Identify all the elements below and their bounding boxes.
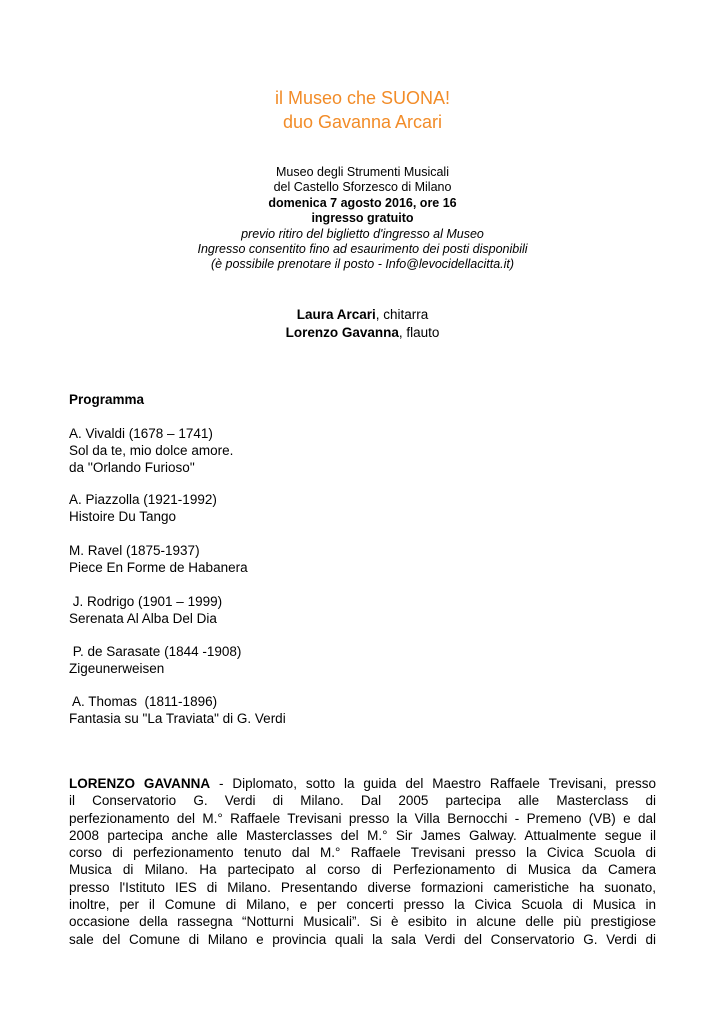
performer-name: Lorenzo Gavanna (285, 324, 399, 340)
booking-note: (è possibile prenotare il posto - Info@levocidellacitta.it) (210, 257, 515, 272)
program-heading: Programma (69, 392, 145, 407)
bio-line: Musica di Milano. Ha partecipato al corso di Perfezionamento di Musica da Camera (69, 862, 656, 878)
performer-instrument: , chitarra (375, 307, 429, 322)
bio-line: il Conservatorio G. Verdi di Milano. Dal 2005 partecipa alle Masterclass di (69, 793, 656, 809)
bio-name: LORENZO GAVANNA (69, 776, 211, 791)
performer (0, 324, 725, 342)
piece-title: Serenata Al Alba Del Dia (69, 611, 217, 626)
event-details (0, 165, 725, 273)
event-title: il Museo che SUONA! (274, 88, 451, 108)
bio-line: sale del Comune di Milano e provincia quali la sala Verdi del Conservatorio G. Verdi di (69, 931, 656, 947)
bio-line: 2008 partecipa anche alle Masterclasses del M.° Sir James Galway. Attualmente segue il (69, 827, 656, 843)
program-piece (69, 693, 659, 727)
bio-text: - Diplomato, sotto la guida del Maestro Raffaele Trevisani, presso (210, 776, 656, 791)
bio-line (69, 775, 656, 792)
admission-info: ingresso gratuito (311, 211, 414, 226)
composer: P. de Sarasate (1844 -1908) (69, 644, 242, 659)
program-piece (69, 542, 659, 576)
event-date: domenica 7 agosto 2016, ore 16 (268, 195, 457, 210)
bio-line: corso di perfezionamento tenuto dal M.° Raffaele Trevisani presso la Civica Scuola di (69, 845, 656, 861)
program-piece (69, 593, 659, 627)
bio-line: presso l'Istituto IES di Milano. Presentando diverse formazioni cameristiche ha suonato, (69, 879, 656, 895)
composer: A. Vivaldi (1678 – 1741) (69, 426, 213, 441)
program-piece (69, 643, 659, 677)
composer: A. Piazzolla (1921-1992) (69, 492, 217, 507)
biography (69, 775, 656, 948)
event-subtitle: duo Gavanna Arcari (282, 112, 443, 132)
venue-line: del Castello Sforzesco di Milano (273, 180, 452, 195)
capacity-note: Ingresso consentito fino ad esaurimento dei posti disponibili (197, 242, 528, 257)
piece-title: Piece En Forme de Habanera (69, 560, 248, 575)
ticket-note: previo ritiro del biglietto d'ingresso al Museo (241, 226, 484, 241)
performers-list (0, 306, 725, 341)
bio-line: inoltre, per il Comune di Milano, e per concerti presso la Civica Scuola di Musica in (69, 897, 656, 913)
piece-source: da ''Orlando Furioso'' (69, 460, 195, 475)
piece-title: Sol da te, mio dolce amore. (69, 443, 234, 458)
venue-line: Museo degli Strumenti Musicali (276, 165, 449, 179)
piece-title: Zigeunerweisen (69, 661, 165, 676)
performer-name: Laura Arcari (296, 307, 376, 322)
program-piece (69, 491, 659, 525)
composer: J. Rodrigo (1901 – 1999) (69, 594, 223, 609)
bio-line: perfezionamento del M.° Raffaele Trevisani presso la Villa Bernocchi - Premeno (VB) e dal (69, 810, 656, 826)
program-piece (69, 425, 659, 476)
composer: A. Thomas (1811-1896) (69, 694, 218, 709)
performer-instrument: , flauto (398, 324, 440, 340)
piece-title: Histoire Du Tango (69, 509, 177, 524)
composer: M. Ravel (1875-1937) (69, 543, 200, 558)
bio-line: occasione della rassegna “Notturni Musicali”. Si è esibito in alcune delle più prestigiose (69, 914, 656, 930)
performer (0, 306, 725, 324)
piece-title: Fantasia su "La Traviata" di G. Verdi (69, 711, 286, 726)
